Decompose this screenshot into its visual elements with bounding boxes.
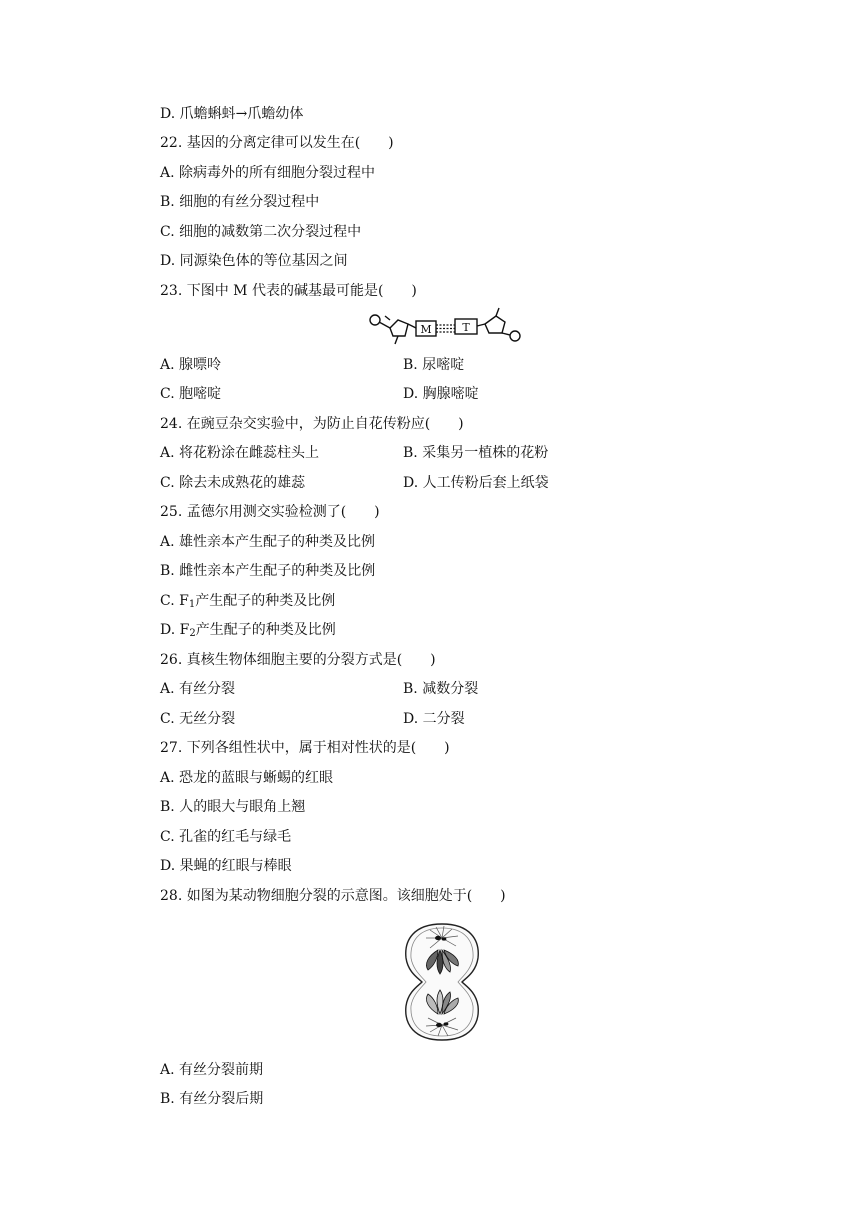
base-label-m: M xyxy=(420,323,432,336)
option-b-q28: B. 有丝分裂后期 xyxy=(160,1091,264,1107)
phosphate-icon xyxy=(370,315,380,325)
option-d-q23: D. 胸腺嘧啶 xyxy=(403,386,479,402)
option-b-q25: B. 雌性亲本产生配子的种类及比例 xyxy=(160,563,376,579)
question-28: 28. 如图为某动物细胞分裂的示意图。该细胞处于( ) xyxy=(160,888,506,904)
option-a-q24: A. 将花粉涂在雌蕊柱头上 xyxy=(160,445,320,461)
question-23: 23. 下图中 M 代表的碱基最可能是( ) xyxy=(160,283,417,299)
option-d-q25: D. $F_2$产生配子的种类及比例 xyxy=(160,622,336,639)
option-a-q23: A. 腺嘌呤 xyxy=(160,357,222,373)
option-d-q27: D. 果蝇的红眼与棒眼 xyxy=(160,858,292,874)
option-a-q28: A. 有丝分裂前期 xyxy=(160,1062,264,1078)
option-c-q25: C. $F_1$产生配子的种类及比例 xyxy=(160,593,336,610)
option-b-q24: B. 采集另一植株的花粉 xyxy=(403,445,549,461)
option-d-q22: D. 同源染色体的等位基因之间 xyxy=(160,253,348,269)
option-a-q26: A. 有丝分裂 xyxy=(160,681,236,697)
option-d-q21: D. 爪蟾蝌蚪→爪蟾幼体 xyxy=(160,106,304,122)
question-27: 27. 下列各组性状中，属于相对性状的是( ) xyxy=(160,740,450,756)
centriole-icon xyxy=(444,1022,449,1025)
option-c-q22: C. 细胞的减数第二次分裂过程中 xyxy=(160,224,362,240)
option-b-q26: B. 减数分裂 xyxy=(403,681,479,697)
option-b-q22: B. 细胞的有丝分裂过程中 xyxy=(160,194,320,210)
option-a-q22: A. 除病毒外的所有细胞分裂过程中 xyxy=(160,165,376,181)
sugar-icon xyxy=(390,320,408,336)
option-a-q27: A. 恐龙的蓝眼与蜥蜴的红眼 xyxy=(160,770,334,786)
option-c-q24: C. 除去未成熟花的雄蕊 xyxy=(160,475,306,491)
base-label-t: T xyxy=(462,321,470,334)
question-26: 26. 真核生物体细胞主要的分裂方式是( ) xyxy=(160,652,436,668)
option-b-q23: B. 尿嘧啶 xyxy=(403,357,465,373)
centriole-icon xyxy=(436,1023,442,1027)
question-25: 25. 孟德尔用测交实验检测了( ) xyxy=(160,504,380,520)
option-b-q27: B. 人的眼大与眼角上翘 xyxy=(160,799,306,815)
centriole-icon xyxy=(442,937,447,940)
cell-division-figure xyxy=(404,922,480,1042)
hydrogen-bonds xyxy=(436,325,455,332)
centriole-icon xyxy=(435,936,441,940)
option-c-q26: C. 无丝分裂 xyxy=(160,711,236,727)
question-22: 22. 基因的分离定律可以发生在( ) xyxy=(160,135,394,151)
base-pair-figure xyxy=(368,306,528,348)
option-c-q27: C. 孔雀的红毛与绿毛 xyxy=(160,829,292,845)
sugar-icon xyxy=(485,316,505,333)
cell-membrane xyxy=(406,924,478,1040)
option-c-q23: C. 胞嘧啶 xyxy=(160,386,222,402)
phosphate-icon xyxy=(510,331,520,341)
question-24: 24. 在豌豆杂交实验中，为防止自花传粉应( ) xyxy=(160,416,464,432)
option-a-q25: A. 雄性亲本产生配子的种类及比例 xyxy=(160,534,376,550)
option-d-q26: D. 二分裂 xyxy=(403,711,465,727)
option-d-q24: D. 人工传粉后套上纸袋 xyxy=(403,475,549,491)
